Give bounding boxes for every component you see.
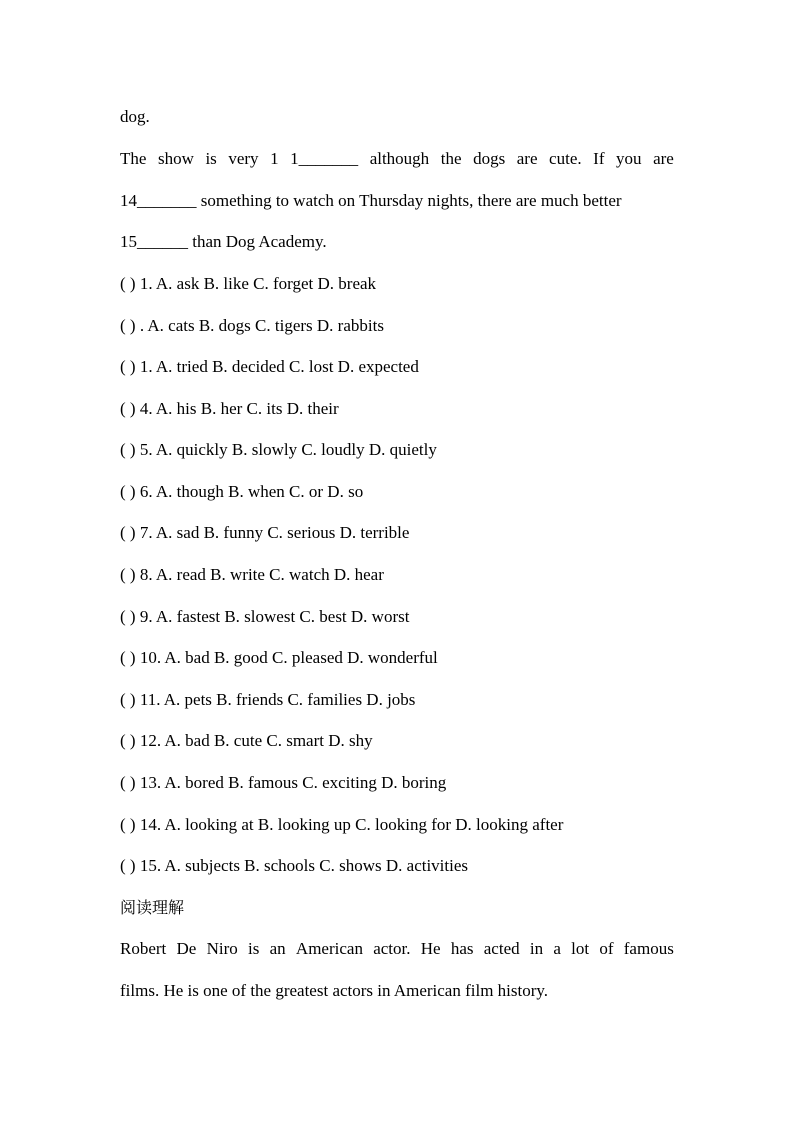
question-item: ( ) 14. A. looking at B. looking up C. looking for D. looking after [120,815,564,834]
word: of [599,939,614,958]
question-item: ( ) 12. A. bad B. cute C. smart D. shy [120,731,373,750]
reading-para-line-1 [120,938,674,960]
question-item: ( ) 1. A. ask B. like C. forget D. break [120,274,377,293]
question-item: ( ) . A. cats B. dogs C. tigers D. rabbits [120,316,384,335]
word: has [450,939,474,958]
word: Niro [206,939,238,958]
word: American [295,939,363,958]
question-item: ( ) 5. A. quickly B. slowly C. loudly D. quietly [120,440,437,459]
question-item: ( ) 1. A. tried B. decided C. lost D. expected [120,357,419,376]
word: De [176,939,197,958]
question-item: ( ) 4. A. his B. her C. its D. their [120,399,339,418]
word: He [420,939,441,958]
question-item: ( ) 15. A. subjects B. schools C. shows D. activities [120,856,469,875]
question-item: ( ) 9. A. fastest B. slowest C. best D. worst [120,607,410,626]
passage-line-4: 15______ than Dog Academy. [120,232,327,251]
word: The [120,149,147,168]
word: is [205,149,217,168]
word: is [248,939,260,958]
word: are [516,149,538,168]
word: in [529,939,544,958]
word: actor. [373,939,411,958]
word: cute. [549,149,582,168]
word: dogs [473,149,506,168]
question-item: ( ) 11. A. pets B. friends C. families D. jobs [120,690,416,709]
word: Robert [120,939,167,958]
question-item: ( ) 13. A. bored B. famous C. exciting D. boring [120,773,447,792]
word: very [228,149,259,168]
word: 1 [270,149,279,168]
word: famous [623,939,674,958]
word: you [616,149,642,168]
word: If [593,149,605,168]
question-item: ( ) 6. A. though B. when C. or D. so [120,482,364,501]
question-item: ( ) 10. A. bad B. good C. pleased D. wonderful [120,648,438,667]
question-item: ( ) 8. A. read B. write C. watch D. hear [120,565,384,584]
question-item: ( ) 7. A. sad B. funny C. serious D. terrible [120,523,410,542]
reading-para-line-2: films. He is one of the greatest actors in American film history. [120,981,549,1000]
word: an [269,939,286,958]
word: are [653,149,674,168]
word: 1_______ [290,149,359,168]
word: the [440,149,462,168]
reading-heading: 阅读理解 [120,898,185,917]
word: a [553,939,561,958]
word: lot [571,939,590,958]
word: show [157,149,194,168]
passage-line-1: dog. [120,107,150,126]
passage-line-3: 14_______ something to watch on Thursday nights, there are much better [120,191,622,210]
word: acted [483,939,520,958]
passage-line-2 [120,148,674,170]
word: although [369,149,430,168]
